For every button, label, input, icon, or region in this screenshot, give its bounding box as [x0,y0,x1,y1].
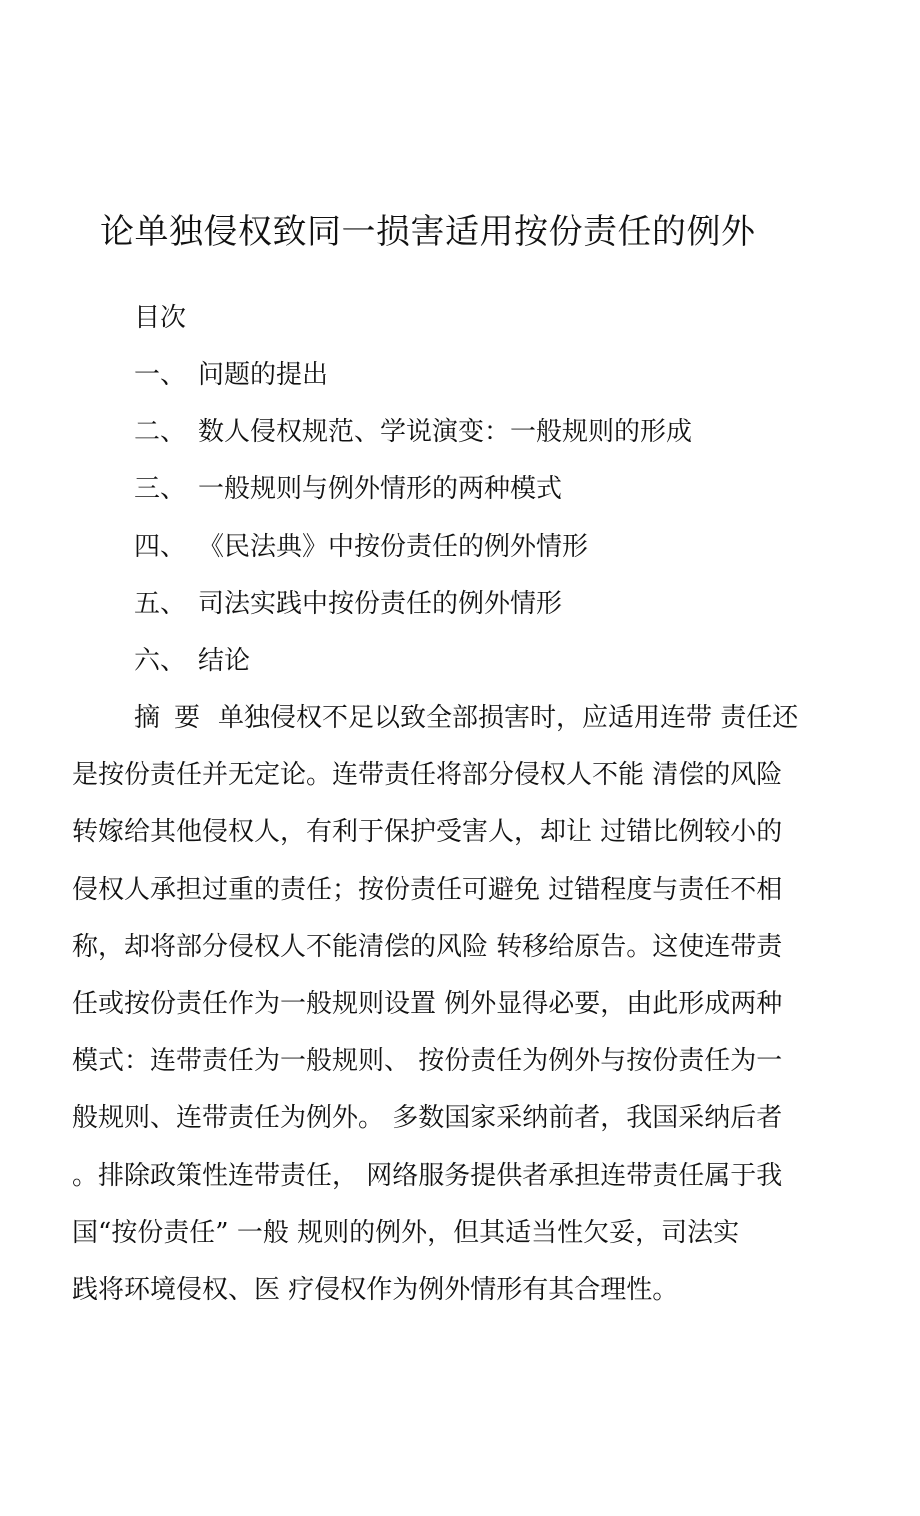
abstract-line: 般规则、连带责任为例外。 多数国家采纳前者，我国采纳后者 [72,1103,783,1134]
toc-item [134,529,692,586]
abstract-line: 侵权人承担过重的责任；按份责任可避免 过错程度与责任不相 [72,874,783,905]
abstract-text: 单独侵权不足以致全部损害时，应适用连带 责任还 [218,703,799,733]
abstract-line: 转嫁给其他侵权人，有利于保护受害人，却让 过错比例较小的 [72,817,783,848]
abstract-line: 任或按份责任作为一般规则设置 例外显得必要，由此形成两种 [72,988,783,1019]
toc-item-text: 《民法典》中按份责任的例外情形 [198,531,589,562]
toc-item [134,414,692,471]
toc-item-text: 一般规则与例外情形的两种模式 [198,474,563,505]
toc-heading: 目次 [134,303,187,333]
abstract-line: 国“按份责任” 一般 规则的例外，但其适当性欠妥，司法实 [72,1217,740,1248]
abstract-line: 。排除政策性连带责任， 网络服务提供者承担连带责任属于我 [72,1160,783,1191]
toc-item-text: 数人侵权规范、学说演变：一般规则的形成 [198,417,693,448]
toc-item-text: 问题的提出 [198,360,329,390]
toc-item-number: 二、 [134,417,187,448]
abstract-line: 模式：连带责任为一般规则、 按份责任为例外与按份责任为一 [72,1046,783,1077]
table-of-contents [134,357,692,700]
toc-item-number: 一、 [134,360,187,390]
abstract-line [72,700,852,757]
toc-item-number: 三、 [134,474,187,505]
document-title: 论单独侵权致同一损害适用按份责任的例外 [100,211,756,252]
toc-item [134,586,692,643]
abstract-line: 是按份责任并无定论。连带责任将部分侵权人不能 清偿的风险 [72,760,783,791]
toc-item [134,357,692,414]
abstract-label: 摘要 [134,703,215,733]
abstract-line: 称，却将部分侵权人不能清偿的风险 转移给原告。这使连带责 [72,931,783,962]
toc-item [134,471,692,528]
toc-item-text: 司法实践中按份责任的例外情形 [198,588,563,619]
toc-item-text: 结论 [198,645,251,676]
abstract [72,700,852,1329]
toc-item [134,643,692,700]
toc-item-number: 四、 [134,531,187,562]
toc-item-number: 五、 [134,588,187,619]
toc-item-number: 六、 [134,645,187,676]
abstract-line: 践将环境侵权、医 疗侵权作为例外情形有其合理性。 [72,1274,679,1305]
